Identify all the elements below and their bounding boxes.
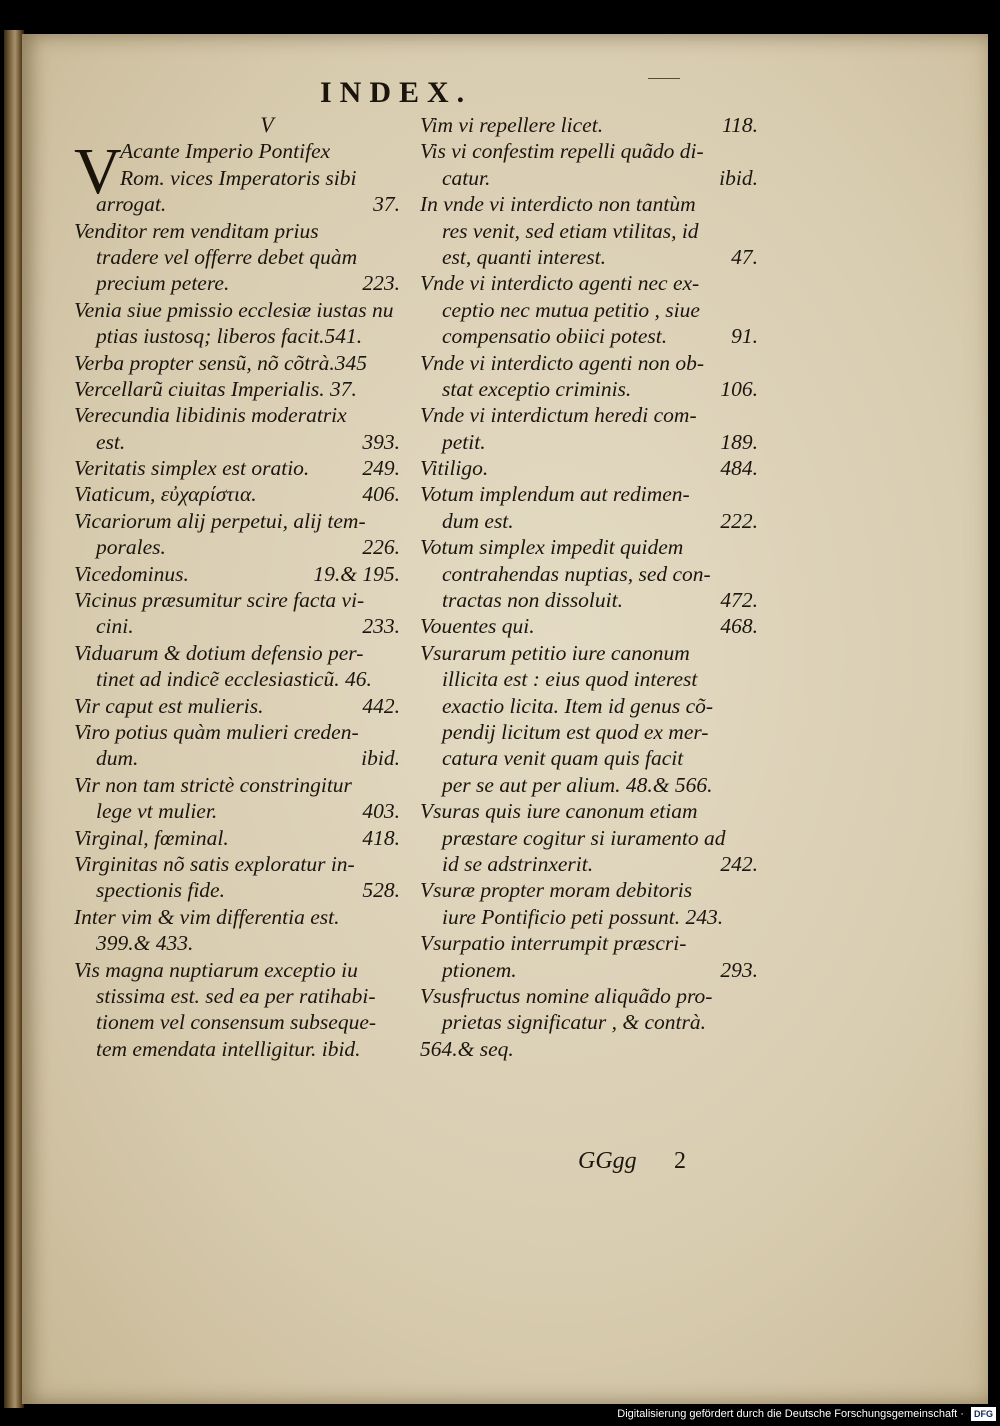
index-entry-line bbox=[420, 957, 758, 983]
entry-text: Vir non tam strictè constringitur bbox=[74, 772, 352, 797]
index-entry-line bbox=[420, 640, 758, 666]
page-reference: 106. bbox=[720, 376, 758, 401]
index-entry-line bbox=[420, 904, 758, 930]
index-entry-line bbox=[420, 587, 758, 613]
entry-text: stissima est. sed ea per ratihabi- bbox=[96, 983, 376, 1008]
page-reference: 19.& 195. bbox=[313, 561, 400, 586]
index-entry-line bbox=[74, 508, 400, 534]
entry-text: precium petere. bbox=[96, 271, 230, 296]
index-entry-line bbox=[74, 930, 400, 956]
entry-text: tem emendata intelligitur. ibid. bbox=[96, 1036, 361, 1061]
index-entry-line bbox=[420, 376, 758, 402]
page-reference: 418. bbox=[362, 825, 400, 850]
entry-text: 564.& seq. bbox=[420, 1036, 514, 1061]
page-reference: 442. bbox=[362, 693, 400, 718]
entry-text: cini. bbox=[96, 614, 134, 639]
index-entry-line bbox=[420, 112, 758, 138]
entry-text: dum. bbox=[96, 746, 139, 771]
entry-text: contrahendas nuptias, sed con- bbox=[442, 561, 711, 586]
credit-text: Digitalisierung gefördert durch die Deutsche Forschungsgemeinschaft · bbox=[617, 1408, 964, 1420]
index-entry-line bbox=[74, 534, 400, 560]
entry-text: Veritatis simplex est oratio. bbox=[74, 456, 310, 481]
index-entry-line bbox=[420, 983, 758, 1009]
page-reference: 91. bbox=[731, 324, 758, 349]
entry-text: tionem vel consensum subseque- bbox=[96, 1010, 377, 1035]
index-entry-line bbox=[420, 191, 758, 217]
page-reference: 403. bbox=[362, 799, 400, 824]
entry-text: dum est. bbox=[442, 508, 514, 533]
entry-text: Vsurarum petitio iure canonum bbox=[420, 640, 690, 665]
index-entry-line bbox=[74, 983, 400, 1009]
entry-text: præstare cogitur si iuramento ad bbox=[442, 825, 726, 850]
index-entry-line bbox=[74, 297, 400, 323]
digitization-credit bbox=[0, 1404, 996, 1424]
index-entry-line bbox=[420, 877, 758, 903]
index-entry-line bbox=[420, 508, 758, 534]
index-entry-line bbox=[74, 904, 400, 930]
entry-text: Vicedominus. bbox=[74, 561, 189, 586]
book-spine bbox=[4, 30, 24, 1408]
entry-text: Verba propter sensũ, nõ cõtrà.345 bbox=[74, 350, 368, 375]
page-reference: 223. bbox=[362, 271, 400, 296]
index-entry-line bbox=[74, 825, 400, 851]
entry-text: Vouentes qui. bbox=[420, 614, 535, 639]
index-entry-line bbox=[420, 666, 758, 692]
index-entry-line bbox=[74, 561, 400, 587]
entry-text: tractas non dissoluit. bbox=[442, 588, 623, 613]
index-entry-line bbox=[420, 534, 758, 560]
entry-text: Verecundia libidinis moderatrix bbox=[74, 403, 347, 428]
entry-text: est, quanti interest. bbox=[442, 244, 607, 269]
page-reference: ibid. bbox=[361, 746, 400, 771]
index-entry-line bbox=[420, 429, 758, 455]
entry-text: Rom. vices Imperatoris sibi bbox=[120, 165, 357, 190]
index-entry-line bbox=[420, 244, 758, 270]
entry-text: Vnde vi interdicto agenti non ob- bbox=[420, 350, 705, 375]
page-reference: 293. bbox=[720, 957, 758, 982]
header-rule bbox=[648, 78, 680, 79]
entry-text: Vis vi confestim repelli quãdo di- bbox=[420, 139, 704, 164]
page-reference: 233. bbox=[362, 614, 400, 639]
index-entry-line bbox=[420, 165, 758, 191]
index-entry-line bbox=[74, 640, 400, 666]
entry-text: Votum implendum aut redimen- bbox=[420, 482, 690, 507]
entry-text: Vsurpatio interrumpit præscri- bbox=[420, 931, 687, 956]
index-entry-line bbox=[420, 851, 758, 877]
signature-number: 2 bbox=[674, 1148, 686, 1174]
entry-text: id se adstrinxerit. bbox=[442, 851, 594, 876]
entry-text: Acante Imperio Pontifex bbox=[120, 139, 331, 164]
entry-text: prietas significatur , & contrà. bbox=[442, 1010, 706, 1035]
signature-mark: GGgg bbox=[578, 1148, 637, 1174]
entry-text: 399.& 433. bbox=[96, 931, 194, 956]
dfg-logo: DFG bbox=[971, 1407, 996, 1421]
entry-text: pendij licitum est quod ex mer- bbox=[442, 719, 709, 744]
entry-text: illicita est : eius quod interest bbox=[442, 667, 698, 692]
entry-text: arrogat. bbox=[96, 192, 167, 217]
index-entry-line bbox=[420, 138, 758, 164]
page-reference: 406. bbox=[362, 482, 400, 507]
index-column-right bbox=[420, 112, 758, 1062]
page-reference: 37. bbox=[373, 192, 400, 217]
entry-text: Virginal, fœminal. bbox=[74, 825, 229, 850]
index-column-left bbox=[74, 112, 400, 1062]
index-entry-line bbox=[420, 455, 758, 481]
index-entry-line bbox=[420, 798, 758, 824]
index-entry-line bbox=[74, 376, 400, 402]
entry-text: Vicinus præsumitur scire facta vi- bbox=[74, 588, 365, 613]
entry-text: Vitiligo. bbox=[420, 456, 489, 481]
index-entry-line bbox=[74, 798, 400, 824]
entry-text: Viro potius quàm mulieri creden- bbox=[74, 719, 359, 744]
index-entry-line bbox=[74, 218, 400, 244]
index-entry-line bbox=[420, 772, 758, 798]
entry-text: ptionem. bbox=[442, 957, 517, 982]
index-entry-line bbox=[74, 877, 400, 903]
page-reference: 47. bbox=[731, 244, 758, 269]
entry-text: compensatio obiici potest. bbox=[442, 324, 668, 349]
entry-text: Vis magna nuptiarum exceptio iu bbox=[74, 957, 358, 982]
index-entry-line bbox=[74, 719, 400, 745]
page-reference: 528. bbox=[362, 878, 400, 903]
entry-text: Venia siue pmissio ecclesiæ iustas nu bbox=[74, 297, 394, 322]
entry-text: Viaticum, εὐχαρίστια. bbox=[74, 482, 257, 507]
index-entry-line bbox=[420, 402, 758, 428]
index-entry-line bbox=[420, 719, 758, 745]
running-head: INDEX. bbox=[320, 76, 473, 109]
entry-text: per se aut per alium. 48.& 566. bbox=[442, 772, 713, 797]
index-entry-line bbox=[74, 270, 400, 296]
index-entry-line bbox=[420, 825, 758, 851]
entry-text: Vir caput est mulieris. bbox=[74, 693, 264, 718]
page-reference: 118. bbox=[721, 113, 758, 137]
entry-text: In vnde vi interdicto non tantùm bbox=[420, 192, 696, 217]
index-entry-line bbox=[420, 1009, 758, 1035]
page-reference: 249. bbox=[362, 456, 400, 481]
entry-text: ptias iustosq; liberos facit.541. bbox=[96, 324, 363, 349]
index-entry-line bbox=[74, 772, 400, 798]
entry-text: Viduarum & dotium defensio per- bbox=[74, 640, 364, 665]
entry-text: catura venit quam quis facit bbox=[442, 746, 684, 771]
page-reference: 468. bbox=[720, 614, 758, 639]
index-entry-line bbox=[420, 693, 758, 719]
entry-text: stat exceptio criminis. bbox=[442, 376, 632, 401]
index-entry-line bbox=[74, 745, 400, 771]
index-entry-line bbox=[420, 745, 758, 771]
entry-text: Vsuræ propter moram debitoris bbox=[420, 878, 693, 903]
index-entry-line bbox=[74, 191, 400, 217]
page-reference: 226. bbox=[362, 535, 400, 560]
index-entry-line bbox=[420, 218, 758, 244]
index-entry-line bbox=[74, 851, 400, 877]
index-entry-line bbox=[420, 481, 758, 507]
entry-text: spectionis fide. bbox=[96, 878, 225, 903]
entry-text: porales. bbox=[96, 535, 166, 560]
index-entry-line bbox=[74, 350, 400, 376]
entry-text: tradere vel offerre debet quàm bbox=[96, 244, 358, 269]
entry-text: Venditor rem venditam prius bbox=[74, 218, 319, 243]
entry-text: Inter vim & vim differentia est. bbox=[74, 904, 340, 929]
index-entry-line bbox=[420, 323, 758, 349]
entry-text: Vicariorum alij perpetui, alij tem- bbox=[74, 508, 366, 533]
index-entry-line bbox=[74, 1009, 400, 1035]
entry-text: Vnde vi interdictum heredi com- bbox=[420, 403, 697, 428]
index-entry-line bbox=[74, 587, 400, 613]
index-entry-line bbox=[74, 323, 400, 349]
page-reference: 222. bbox=[720, 508, 758, 533]
index-entry-line bbox=[74, 455, 400, 481]
index-entry-line bbox=[74, 1036, 400, 1062]
drop-cap: V bbox=[74, 135, 122, 208]
entry-text: res venit, sed etiam vtilitas, id bbox=[442, 218, 699, 243]
index-entry-line bbox=[420, 297, 758, 323]
entry-text: Votum simplex impedit quidem bbox=[420, 535, 684, 560]
entry-text: petit. bbox=[442, 429, 486, 454]
page-reference: 189. bbox=[720, 429, 758, 454]
page-reference: 484. bbox=[720, 456, 758, 481]
index-entry-line bbox=[74, 165, 400, 191]
entry-text: lege vt mulier. bbox=[96, 799, 218, 824]
page-reference: ibid. bbox=[719, 165, 758, 190]
index-entry-line bbox=[420, 561, 758, 587]
entry-text: Vsuras quis iure canonum etiam bbox=[420, 799, 698, 824]
entry-text: Vsusfructus nomine aliquãdo pro- bbox=[420, 983, 713, 1008]
index-entry-line bbox=[420, 1036, 758, 1062]
entry-text: est. bbox=[96, 429, 126, 454]
index-entry-line bbox=[74, 957, 400, 983]
letter-heading: V bbox=[260, 112, 274, 137]
entry-text: Vim vi repellere licet. bbox=[420, 113, 604, 137]
page-reference: 393. bbox=[362, 429, 400, 454]
index-entry-line bbox=[74, 244, 400, 270]
entry-text: tinet ad indicẽ ecclesiasticũ. 46. bbox=[96, 667, 372, 692]
index-entry-line bbox=[420, 613, 758, 639]
index-entry-line bbox=[74, 429, 400, 455]
page-reference: 242. bbox=[720, 851, 758, 876]
index-entry-line bbox=[74, 402, 400, 428]
index-entry-line bbox=[74, 613, 400, 639]
index-entry-line bbox=[420, 930, 758, 956]
index-entry-line bbox=[74, 666, 400, 692]
entry-text: Virginitas nõ satis exploratur in- bbox=[74, 851, 355, 876]
entry-text: catur. bbox=[442, 165, 491, 190]
entry-text: Vercellarũ ciuitas Imperialis. 37. bbox=[74, 376, 357, 401]
index-entry-line bbox=[74, 481, 400, 507]
entry-text: Vnde vi interdicto agenti nec ex- bbox=[420, 271, 700, 296]
index-entry-line bbox=[420, 350, 758, 376]
index-entry-line bbox=[420, 270, 758, 296]
page-reference: 472. bbox=[720, 588, 758, 613]
entry-text: ceptio nec mutua petitio , siue bbox=[442, 297, 700, 322]
index-entry-line bbox=[74, 138, 400, 164]
entry-text: iure Pontificio peti possunt. 243. bbox=[442, 904, 724, 929]
entry-text: exactio licita. Item id genus cõ- bbox=[442, 693, 714, 718]
index-entry-line bbox=[74, 693, 400, 719]
